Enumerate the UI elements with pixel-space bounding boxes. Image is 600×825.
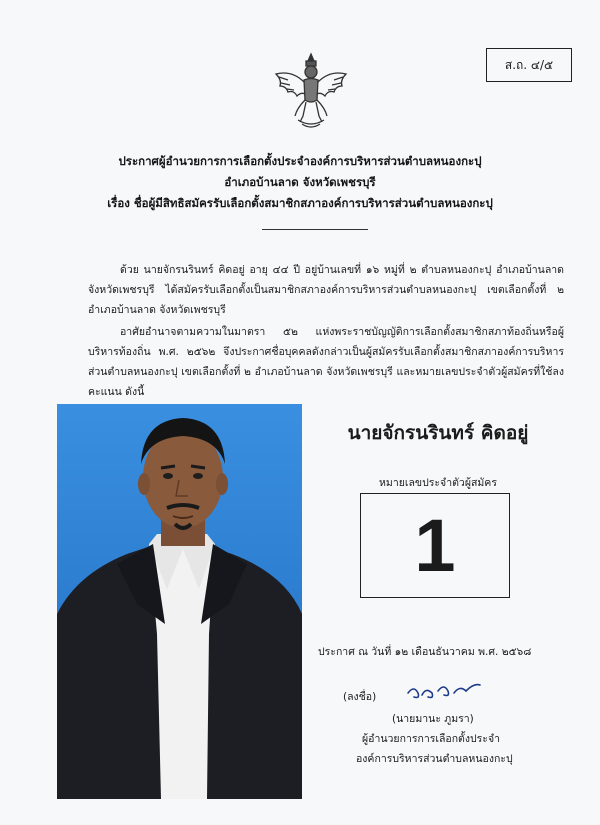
candidate-number: 1 xyxy=(414,504,456,587)
form-code: ส.ถ. ๔/๕ xyxy=(504,57,554,72)
header-title-line2: อำเภอบ้านลาด จังหวัดเพชรบุรี xyxy=(224,175,376,189)
candidate-photo xyxy=(57,404,302,799)
handwritten-signature-icon xyxy=(404,679,482,705)
signer-title-line1: ผู้อำนวยการการเลือกตั้งประจำ xyxy=(362,733,500,745)
header-subject: เรื่อง ชื่อผู้มีสิทธิสมัครรับเลือกตั้งสมาชิกสภาองค์การบริหารส่วนตำบลหนองกะปุ xyxy=(107,196,493,210)
sign-label: (ลงชื่อ) xyxy=(343,691,377,703)
signer-title-line2: องค์การบริหารส่วนตำบลหนองกะปุ xyxy=(356,753,513,765)
candidate-number-label: หมายเลขประจำตัวผู้สมัคร xyxy=(379,477,497,489)
header-title-line1: ประกาศผู้อำนวยการการเลือกตั้งประจำองค์การบริหารส่วนตำบลหนองกะปุ xyxy=(118,154,482,168)
garuda-emblem-icon xyxy=(270,50,352,130)
announcement-date: ประกาศ ณ วันที่ ๑๒ เดือนธันวาคม พ.ศ. ๒๕๖๘ xyxy=(318,646,532,658)
header-divider xyxy=(262,229,368,230)
signer-name: (นายมานะ ภูมรา) xyxy=(392,713,474,725)
form-code-box xyxy=(486,48,572,82)
body-paragraph-2: อาศัยอำนาจตามความในมาตรา ๕๒ แห่งพระราชบัญญัติการเลือกตั้งสมาชิกสภาท้องถิ่นหรือผู้บริหารท้องถิ่น พ.ศ. ๒๕๖๒ จึงประกาศชื่อบุคคลดังกล่าวเป็นผู้สมัครรับเลือกตั้งสมาชิกสภาองค์การบริหารส่วนตำบลหนองกะปุ เขตเลือกตั้งที่ ๒ อำเภอบ้านลาด จังหวัดเพชรบุรี และหมายเลขประจำตัวผู้สมัครที่ใช้ลงคะแนน ดังนี้ xyxy=(88,326,564,398)
candidate-number-box xyxy=(360,493,510,598)
body-paragraph-1: ด้วย นายจักรนรินทร์ คิดอยู่ อายุ ๔๔ ปี อยู่บ้านเลขที่ ๑๖ หมู่ที่ ๒ ตำบลหนองกะปุ อำเภอบ้านลาด จังหวัดเพชรบุรี ได้สมัครรับเลือกตั้งเป็นสมาชิกสภาองค์การบริหารส่วนตำบลหนองกะปุ เขตเลือกตั้งที่ ๒ อำเภอบ้านลาด จังหวัดเพชรบุรี xyxy=(88,264,564,316)
candidate-name: นายจักรนรินทร์ คิดอยู่ xyxy=(347,422,529,444)
